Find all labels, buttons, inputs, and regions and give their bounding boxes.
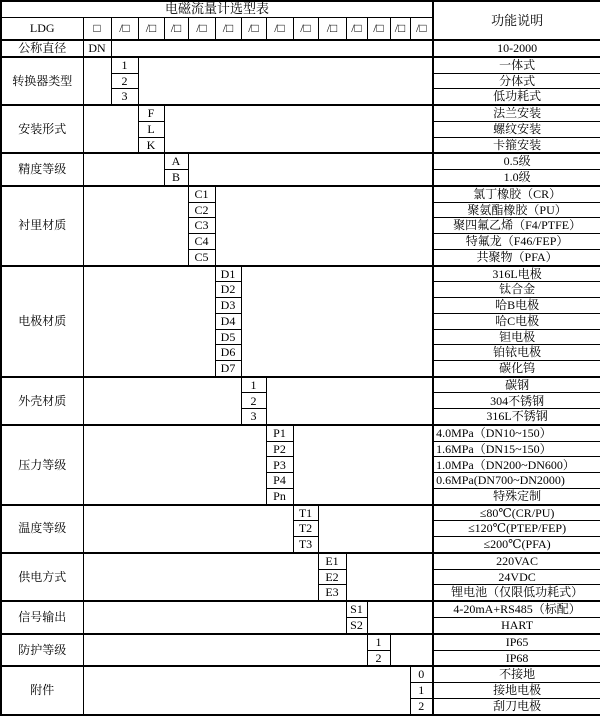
spacer-cell [346,553,433,601]
slash-box-cell: /□ [410,17,433,40]
spacer-cell [83,425,266,505]
function-column-header: 功能说明 [433,1,600,40]
desc-cell: 0.5级 [433,153,600,169]
desc-cell: 特殊定制 [433,488,600,504]
desc-cell: 不接地 [433,666,600,682]
desc-cell: 聚四氟乙烯（F4/PTFE） [433,218,600,234]
spacer-cell [83,105,138,153]
slash-box-cell: /□ [111,17,138,40]
desc-cell: ≤120℃(PTEP/FEP) [433,521,600,537]
table-title: 电磁流量计选型表 [1,1,433,17]
code-cell: C5 [188,249,215,265]
code-cell: 3 [241,409,266,425]
spacer-cell [83,666,410,715]
code-cell: Pn [266,488,293,504]
code-cell: S1 [346,601,367,617]
code-cell: C2 [188,202,215,218]
desc-cell: 法兰安装 [433,105,600,121]
dn-box-cell: □ [83,17,111,40]
spacer-cell [215,186,433,266]
code-cell: C1 [188,186,215,202]
desc-cell: 316L不锈钢 [433,409,600,425]
code-cell: L [138,121,164,137]
slash-box-cell: /□ [215,17,241,40]
code-cell: A [164,153,188,169]
slash-box-cell: /□ [346,17,367,40]
code-cell: C3 [188,218,215,234]
desc-cell: 聚氨酯橡胶（PU） [433,202,600,218]
code-cell: D2 [215,282,241,298]
code-cell: 1 [241,377,266,393]
desc-cell: 共聚物（PFA） [433,249,600,265]
desc-cell: 分体式 [433,73,600,89]
code-cell: E3 [318,585,346,601]
desc-cell: 304不锈钢 [433,393,600,409]
code-cell: S2 [346,617,367,633]
slash-box-cell: /□ [188,17,215,40]
slash-box-cell: /□ [164,17,188,40]
slash-box-cell: /□ [318,17,346,40]
slash-box-cell: /□ [266,17,293,40]
desc-cell: ≤200℃(PFA) [433,537,600,553]
section-label: 信号输出 [1,601,83,634]
spacer-cell [83,57,111,105]
section-label: 转换器类型 [1,57,83,105]
section-label: 供电方式 [1,553,83,601]
code-cell: P3 [266,457,293,473]
desc-cell: 1.6MPa（DN15~150） [433,441,600,457]
desc-cell: 氯丁橡胶（CR） [433,186,600,202]
spacer-cell [164,105,433,153]
model-prefix-cell: LDG [1,17,83,40]
code-cell: T2 [293,521,318,537]
dn-desc-cell: 10-2000 [433,40,600,57]
spacer-cell [83,553,318,601]
desc-cell: 0.6MPa(DN700~DN2000) [433,473,600,489]
desc-cell: 碳化钨 [433,360,600,376]
code-cell: P2 [266,441,293,457]
spacer-cell [367,601,433,634]
slash-box-cell: /□ [390,17,410,40]
code-cell: D6 [215,345,241,361]
section-label: 温度等级 [1,505,83,553]
desc-cell: 1.0MPa（DN200~DN600） [433,457,600,473]
desc-cell: 碳钢 [433,377,600,393]
spacer-cell [83,505,293,553]
desc-cell: IP65 [433,634,600,650]
spacer-cell [188,153,433,186]
slash-box-cell: /□ [367,17,390,40]
desc-cell: 低功耗式 [433,89,600,105]
section-label: 压力等级 [1,425,83,505]
section-label: 衬里材质 [1,186,83,266]
code-cell: 1 [367,634,390,650]
desc-cell: 1.0级 [433,170,600,186]
code-cell: B [164,170,188,186]
section-label-dn: 公称直径 [1,40,83,57]
code-cell: 1 [111,57,138,73]
spacer-cell [83,186,188,266]
section-label: 精度等级 [1,153,83,186]
desc-cell: 4.0MPa（DN10~150） [433,425,600,441]
desc-cell: 锂电池（仅限低功耗式） [433,585,600,601]
code-cell: 0 [410,666,433,682]
desc-cell: 接地电极 [433,683,600,699]
desc-cell: 哈B电极 [433,298,600,314]
desc-cell: 316L电极 [433,266,600,282]
desc-cell: 一体式 [433,57,600,73]
code-cell: D7 [215,360,241,376]
code-cell: F [138,105,164,121]
spacer-cell [266,377,433,425]
code-cell: E1 [318,553,346,569]
spacer-cell [83,634,367,667]
code-cell: 2 [367,650,390,666]
spacer-cell [83,377,241,425]
code-cell: D5 [215,329,241,345]
spacer-cell [83,266,215,377]
code-cell: T3 [293,537,318,553]
code-cell: D3 [215,298,241,314]
desc-cell: 刮刀电极 [433,698,600,715]
code-cell: C4 [188,234,215,250]
section-label: 电极材质 [1,266,83,377]
code-cell: K [138,137,164,153]
desc-cell: 钽电极 [433,329,600,345]
spacer-cell [318,505,433,553]
desc-cell: 螺纹安装 [433,121,600,137]
code-cell: 2 [241,393,266,409]
code-cell: P4 [266,473,293,489]
spacer-cell [293,425,433,505]
code-cell: T1 [293,505,318,521]
section-label: 附件 [1,666,83,715]
code-cell: 3 [111,89,138,105]
section-label: 安装形式 [1,105,83,153]
section-label: 防护等级 [1,634,83,667]
slash-box-cell: /□ [293,17,318,40]
spacer-cell [111,40,433,57]
code-cell: 2 [410,698,433,715]
spacer-cell [83,153,164,186]
code-cell: D1 [215,266,241,282]
desc-cell: IP68 [433,650,600,666]
spacer-cell [390,634,433,667]
spacer-cell [138,57,433,105]
desc-cell: ≤80℃(CR/PU) [433,505,600,521]
code-cell: 2 [111,73,138,89]
desc-cell: HART [433,617,600,633]
desc-cell: 24VDC [433,569,600,585]
code-cell: D4 [215,313,241,329]
slash-box-cell: /□ [241,17,266,40]
code-cell: P1 [266,425,293,441]
desc-cell: 卡箍安装 [433,137,600,153]
desc-cell: 铂铱电极 [433,345,600,361]
desc-cell: 220VAC [433,553,600,569]
code-cell: 1 [410,683,433,699]
spacer-cell [83,601,346,634]
slash-box-cell: /□ [138,17,164,40]
desc-cell: 4-20mA+RS485（标配） [433,601,600,617]
desc-cell: 钛合金 [433,282,600,298]
code-cell: E2 [318,569,346,585]
desc-cell: 特氟龙（F46/FEP） [433,234,600,250]
desc-cell: 哈C电极 [433,313,600,329]
dn-code-cell: DN [83,40,111,57]
section-label: 外壳材质 [1,377,83,425]
spacer-cell [241,266,433,377]
